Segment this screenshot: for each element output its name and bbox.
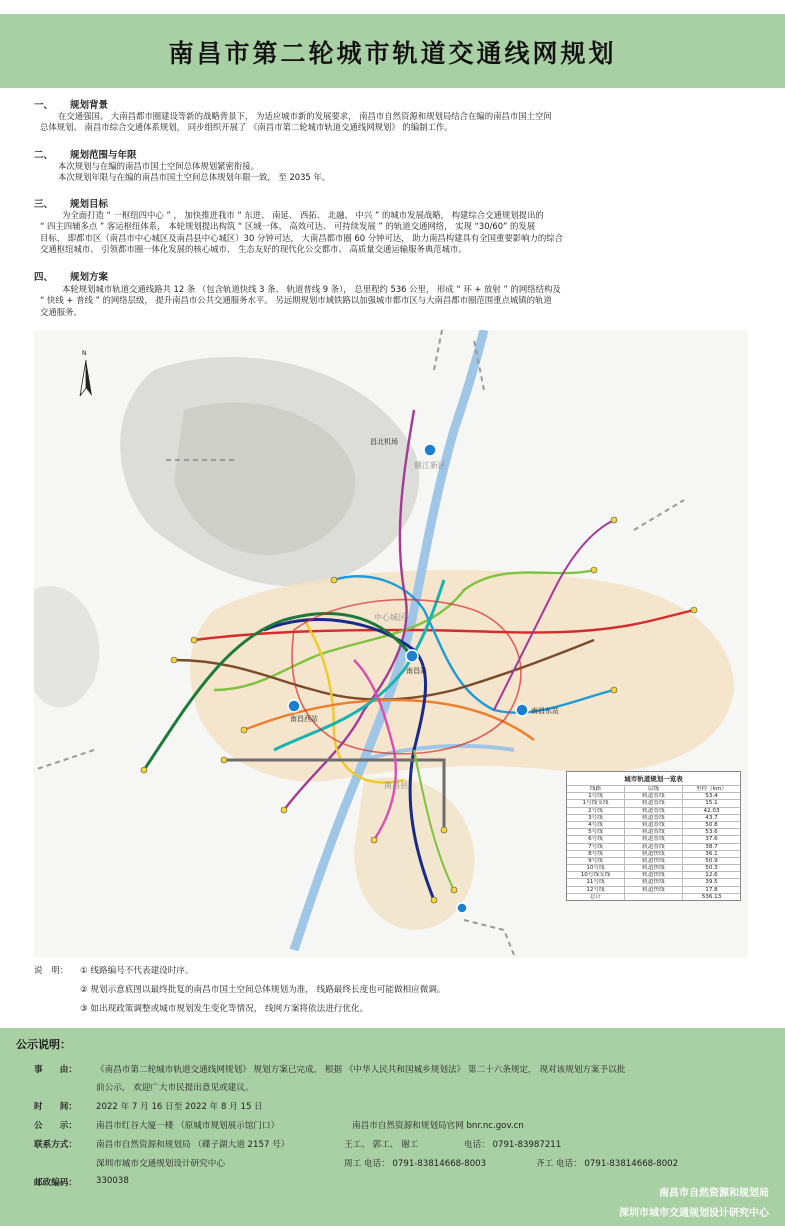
text-line: 交通枢纽城市、 引领都市圈一体化发展的核心城市、 生态友好的现代化公交都市、 高质量交通运输服务典范城市。	[40, 244, 467, 255]
district-label-ganjiang: 赣江新区	[414, 461, 446, 470]
table-cell: 39.5	[682, 879, 740, 885]
table-row	[567, 792, 740, 799]
note-item: ② 规划示意底图以最终批复的南昌市国土空间总体规划为准， 线路最终长度也可能做相应微调。	[80, 985, 446, 995]
org-name-2: 深圳市城市交通规划设计研究中心	[619, 1208, 769, 1219]
table-cell: 轨道快线	[624, 879, 682, 885]
table-cell: 轨道快线	[624, 851, 682, 857]
contact2-phone-a: 周工 电话： 0791-83814668-8003	[344, 1159, 487, 1169]
section-heading-2	[34, 147, 137, 161]
time-key: 时 间：	[34, 1102, 77, 1112]
notes-label: 说 明：	[34, 966, 69, 976]
contact-key: 联系方式：	[34, 1140, 77, 1150]
table-cell: 11号线	[586, 879, 605, 886]
table-cell: 8号线	[588, 850, 603, 857]
terminal-dot	[441, 827, 447, 833]
table-row	[567, 878, 740, 885]
text-line: “ 快线 + 普线 ” 的网络层级， 提升南昌市公共交通服务水平。 另远期规划市域铁路以加强城市都市区与大南昌都市圈范围重点城镇的轨道	[40, 295, 552, 306]
reason-line: 前公示， 欢迎广大市民提出意见或建议。	[96, 1083, 254, 1093]
table-cell: 轨道普线	[624, 844, 682, 850]
table-cell: 15.1	[682, 800, 740, 806]
text-line: 本次规划与在编的南昌市国土空间总体规划紧密衔接。	[58, 161, 259, 171]
table-cell: 10号线	[586, 865, 605, 872]
table-cell: 12号线	[586, 886, 605, 893]
table-title: 城市轨道规划一览表	[624, 775, 683, 783]
text-line: 在交通强国、 大南昌都市圈建设等新的战略背景下， 为适应城市新的发展要求， 南昌市自然资源和规划局结合在编的南昌市国土空间	[58, 111, 552, 121]
hill-terrain-3	[34, 586, 99, 707]
station-label-nanchang: 南昌站	[406, 667, 427, 675]
future-rail-west	[34, 750, 94, 770]
text-line: 为全面打造 “ 一枢纽四中心 ” ， 加快推进我市 “ 东进、 南延、 西拓、 北融、 中兴 ” 的城市发展战略， 构建综合交通规划提出的	[62, 210, 544, 220]
table-row	[567, 843, 740, 850]
section-title: 规划方案	[70, 272, 109, 283]
table-cell: 36.1	[682, 851, 740, 857]
org-name-1: 南昌市自然资源和规划局	[659, 1188, 769, 1199]
table-cell: 10号线支线	[580, 872, 611, 879]
future-rail-south	[464, 920, 514, 955]
contact1-phone: 电话： 0791-83987211	[464, 1140, 562, 1150]
table-row	[567, 864, 740, 871]
table-cell: 轨道普线	[624, 822, 682, 828]
future-rail-north	[434, 330, 444, 370]
table-cell: 37.6	[682, 836, 740, 842]
text-line: 交通服务。	[40, 306, 82, 317]
table-cell: 轨道快线	[624, 872, 682, 878]
terminal-dot	[431, 897, 437, 903]
terminal-dot	[371, 837, 377, 843]
nanchang-station-marker	[406, 650, 418, 662]
north-label: N	[82, 350, 87, 357]
terminal-dot	[191, 637, 197, 643]
table-cell: 总计	[589, 893, 602, 900]
terminal-dot	[141, 767, 147, 773]
table-row	[567, 799, 740, 806]
table-cell	[624, 894, 682, 900]
table-cell: 轨道快线	[624, 858, 682, 864]
text-line: 本轮规划城市轨道交通线路共 12 条 （包含轨道快线 3 条、 轨道普线 9 条）， 总里程约 536 公里， 形成 “ 环 + 放射 ” 的网络结构及	[62, 284, 561, 294]
place-value: 南昌市红谷大厦一楼 （原城市规划展示馆门口）	[96, 1121, 280, 1131]
header-banner	[0, 14, 785, 88]
contact1-people: 王工、 郭工、 谢工	[344, 1140, 419, 1150]
table-cell: 43.7	[682, 815, 740, 821]
terminal-dot	[451, 887, 457, 893]
table-cell: 12.6	[682, 872, 740, 878]
terminal-dot	[611, 687, 617, 693]
table-cell: 4号线	[588, 821, 603, 828]
section-title: 规划目标	[70, 199, 109, 210]
south-station-marker	[457, 903, 467, 913]
section-title: 规划范围与年限	[70, 150, 137, 161]
table-cell: 9号线	[588, 857, 603, 864]
page-title: 南昌市第二轮城市轨道交通线网规划	[168, 39, 617, 68]
table-row	[567, 857, 740, 864]
terminal-dot	[281, 807, 287, 813]
table-row	[567, 821, 740, 828]
table-row	[567, 835, 740, 842]
table-cell: 轨道普线	[624, 808, 682, 814]
section-number: 二、	[34, 150, 54, 161]
future-rail-east	[634, 500, 684, 530]
table-cell: 7号线	[588, 843, 603, 850]
airport-station-marker	[424, 444, 436, 456]
section-number: 一、	[34, 100, 54, 111]
terminal-dot	[171, 657, 177, 663]
place-key: 公 示：	[34, 1121, 77, 1131]
terminal-dot	[591, 567, 597, 573]
table-row	[567, 893, 740, 900]
text-line: 本次规划年限与在编的南昌市国土空间总体规划年限一致， 至 2035 年。	[58, 172, 331, 183]
section-body-3	[40, 210, 752, 256]
section-body-1	[40, 111, 752, 134]
section-number: 三、	[34, 199, 54, 210]
section-title: 规划背景	[70, 100, 109, 111]
table-header: 层级	[624, 786, 682, 792]
text-line: 总体规划、 南昌市综合交通体系规划， 同步组织开展了 《南昌市第二轮城市轨道交通线网规划》 的编制工作。	[40, 122, 453, 133]
section-body-2	[58, 161, 770, 184]
line-summary-table	[566, 771, 741, 901]
contact2-phone-b: 齐工 电话： 0791-83814668-8002	[536, 1159, 679, 1169]
station-label-nanchang-east: 南昌东站	[531, 707, 559, 715]
contact2-org: 深圳市城市交通规划设计研究中心	[96, 1159, 225, 1169]
table-cell: 38.7	[682, 844, 740, 850]
table-row	[567, 807, 740, 814]
table-cell: 轨道快线	[624, 887, 682, 893]
terminal-dot	[331, 577, 337, 583]
table-row	[567, 814, 740, 821]
table-cell: 轨道普线	[624, 793, 682, 799]
table-cell: 536.13	[682, 894, 740, 900]
terminal-dot	[691, 607, 697, 613]
table-cell: 50.9	[682, 858, 740, 864]
text-line: 目标， 即都市区（南昌市中心城区及南昌县中心城区）30 分钟可达， 大南昌都市圈 60 分钟可达， 助力南昌构建具有全国重要影响力的综合	[40, 232, 564, 243]
table-cell: 17.8	[682, 887, 740, 893]
section-heading-3	[34, 196, 108, 210]
zip-value: 330038	[96, 1176, 129, 1186]
publicity-title: 公示说明：	[16, 1038, 71, 1051]
text-line: “ 四主四辅多点 ” 客运枢纽体系， 本轮规划提出构筑 “ 区域一体、 高效可达、 可持续发展 ” 的轨道交通网络， 实现 “30/60” 的发展	[40, 221, 536, 232]
table-cell: 轨道快线	[624, 865, 682, 871]
table-cell: 53.6	[682, 829, 740, 835]
table-cell: 50.3	[682, 865, 740, 871]
table-cell: 轨道普线	[624, 800, 682, 806]
table-body	[567, 792, 740, 900]
time-value: 2022 年 7 月 16 日至 2022 年 8 月 15 日	[96, 1102, 263, 1112]
terminal-dot	[221, 757, 227, 763]
zip-key: 邮政编码：	[34, 1178, 77, 1188]
table-cell: 轨道普线	[624, 836, 682, 842]
table-cell: 1号线	[588, 793, 603, 800]
table-row	[567, 850, 740, 857]
section-heading-4	[34, 269, 108, 283]
nanchang-west-station-marker	[288, 700, 300, 712]
district-label-nanchang-county: 南昌县	[384, 781, 408, 790]
table-cell: 6号线	[588, 836, 603, 843]
station-label-airport: 昌北机场	[370, 438, 398, 446]
note-item: ① 线路编号不代表建设时序。	[80, 966, 194, 976]
publicity-notice	[0, 1028, 785, 1226]
table-cell: 轨道普线	[624, 829, 682, 835]
section-number: 四、	[34, 272, 54, 283]
table-header-row	[567, 785, 740, 792]
district-label-center: 中心城区	[374, 613, 406, 622]
website-link[interactable]: 南昌市自然资源和规划局官网 bnr.nc.gov.cn	[352, 1121, 524, 1131]
contact1-org: 南昌市自然资源和规划局 （碟子湖大道 2157 号）	[96, 1140, 290, 1150]
nanchang-east-station-marker	[516, 704, 528, 716]
table-cell: 42.03	[682, 808, 740, 814]
station-label-nanchang-west: 南昌西站	[290, 715, 318, 723]
table-header: 线路	[589, 786, 602, 792]
table-cell: 53.4	[682, 793, 740, 799]
table-row	[567, 871, 740, 878]
note-item: ③ 如出现政策调整或城市规划发生变化等情况， 线网方案将依法进行优化。	[80, 1004, 369, 1014]
section-heading-1	[34, 97, 108, 111]
terminal-dot	[611, 517, 617, 523]
terminal-dot	[241, 727, 247, 733]
table-cell: 3号线	[588, 814, 603, 821]
table-cell: 轨道普线	[624, 815, 682, 821]
table-row	[567, 886, 740, 893]
table-header: 里程（km）	[682, 786, 740, 792]
table-row	[567, 828, 740, 835]
table-cell: 5号线	[588, 829, 603, 836]
table-cell: 1号线支线	[582, 800, 609, 807]
reason-key: 事 由：	[34, 1065, 77, 1075]
table-cell: 50.8	[682, 822, 740, 828]
section-body-4	[40, 284, 752, 318]
reason-line: 《南昌市第二轮城市轨道交通线网规划》 规划方案已完成， 根据 《中华人民共和国城乡规划法》 第二十六条规定， 现对该规划方案予以批	[96, 1065, 626, 1075]
table-cell: 2号线	[588, 807, 603, 814]
